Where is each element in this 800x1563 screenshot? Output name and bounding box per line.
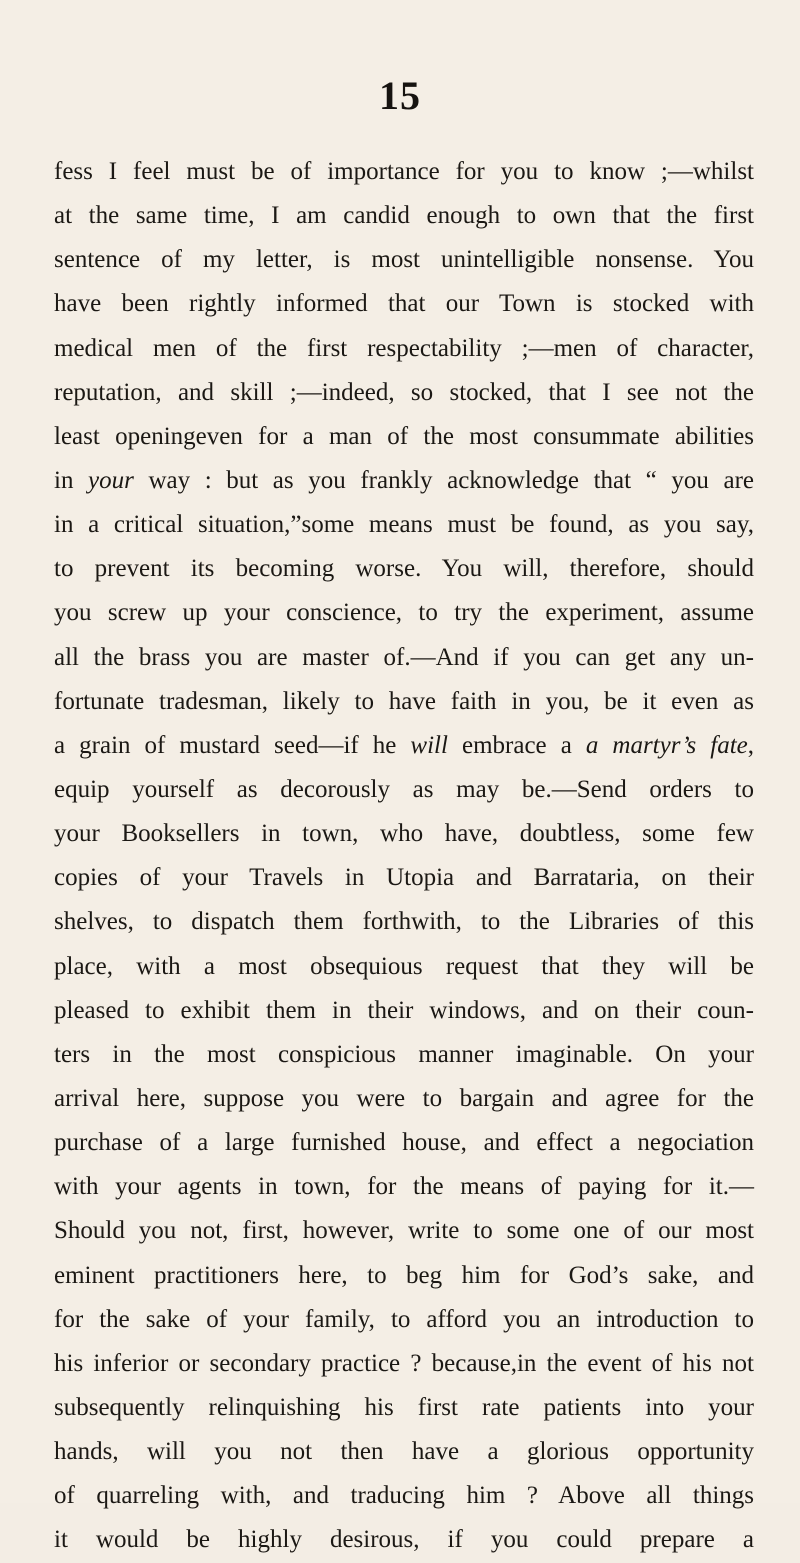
text-line: pleased to exhibit them in their windows, and on their coun- — [54, 996, 754, 1024]
text-line: have been rightly informed that our Town is stocked with — [54, 290, 754, 318]
text-line: his inferior or secondary practice ? because,in the event of his not — [54, 1349, 754, 1377]
text-line: it would be highly desirous, if you could prepare a — [54, 1526, 754, 1554]
text-line: fess I feel must be of importance for you to know ;—whilst — [54, 158, 754, 185]
text-line: eminent practitioners here, to beg him for God’s sake, and — [54, 1261, 754, 1289]
text-line: of quarreling with, and traducing him ? Above all things — [54, 1482, 754, 1510]
text-line: subsequently relinquishing his first rate patients into your — [54, 1393, 754, 1421]
text-line: purchase of a large furnished house, and effect a negociation — [54, 1129, 754, 1157]
page-number: 15 — [379, 73, 421, 118]
text-line: in a critical situation,”some means must be found, as you say, — [54, 511, 754, 539]
text-line: a grain of mustard seed—if he will embrace a a martyr’s fate, — [54, 731, 754, 759]
text-line: hands, will you not then have a glorious opportunity — [54, 1438, 754, 1466]
text-line: medical men of the first respectability ;—men of character, — [54, 334, 754, 362]
text-line: reputation, and skill ;—indeed, so stocked, that I see not the — [54, 378, 754, 406]
text-line: least openingeven for a man of the most consummate abilities — [54, 422, 754, 450]
text-line: place, with a most obsequious request that they will be — [54, 952, 754, 980]
italic-emphasis: a martyr’s fate — [585, 731, 748, 759]
italic-emphasis: your — [88, 466, 134, 494]
text-line: copies of your Travels in Utopia and Barrataria, on their — [54, 864, 754, 892]
text-line: fortunate tradesman, likely to have faith in you, be it even as — [54, 687, 754, 715]
body-text — [54, 150, 754, 1563]
text-line: arrival here, suppose you were to bargain and agree for the — [54, 1084, 754, 1112]
text-line: ters in the most conspicious manner imaginable. On your — [54, 1040, 754, 1068]
text-line: all the brass you are master of.—And if you can get any un- — [54, 643, 754, 671]
text-line: your Booksellers in town, who have, doubtless, some few — [54, 820, 754, 848]
text-line: equip yourself as decorously as may be.—Send orders to — [54, 775, 754, 803]
text-line: at the same time, I am candid enough to own that the first — [54, 202, 754, 230]
text-line: you screw up your conscience, to try the experiment, assume — [54, 599, 754, 627]
text-line: in your way : but as you frankly acknowledge that “ you are — [54, 466, 754, 494]
text-line: for the sake of your family, to afford you an introduction to — [54, 1305, 754, 1333]
text-line: sentence of my letter, is most unintelligible nonsense. You — [54, 246, 754, 274]
text-line: to prevent its becoming worse. You will, therefore, should — [54, 555, 754, 583]
text-line: Should you not, first, however, write to some one of our most — [54, 1217, 754, 1245]
text-line: with your agents in town, for the means of paying for it.— — [54, 1173, 754, 1201]
italic-emphasis: will — [410, 731, 448, 759]
text-line: shelves, to dispatch them forthwith, to the Libraries of this — [54, 908, 754, 936]
